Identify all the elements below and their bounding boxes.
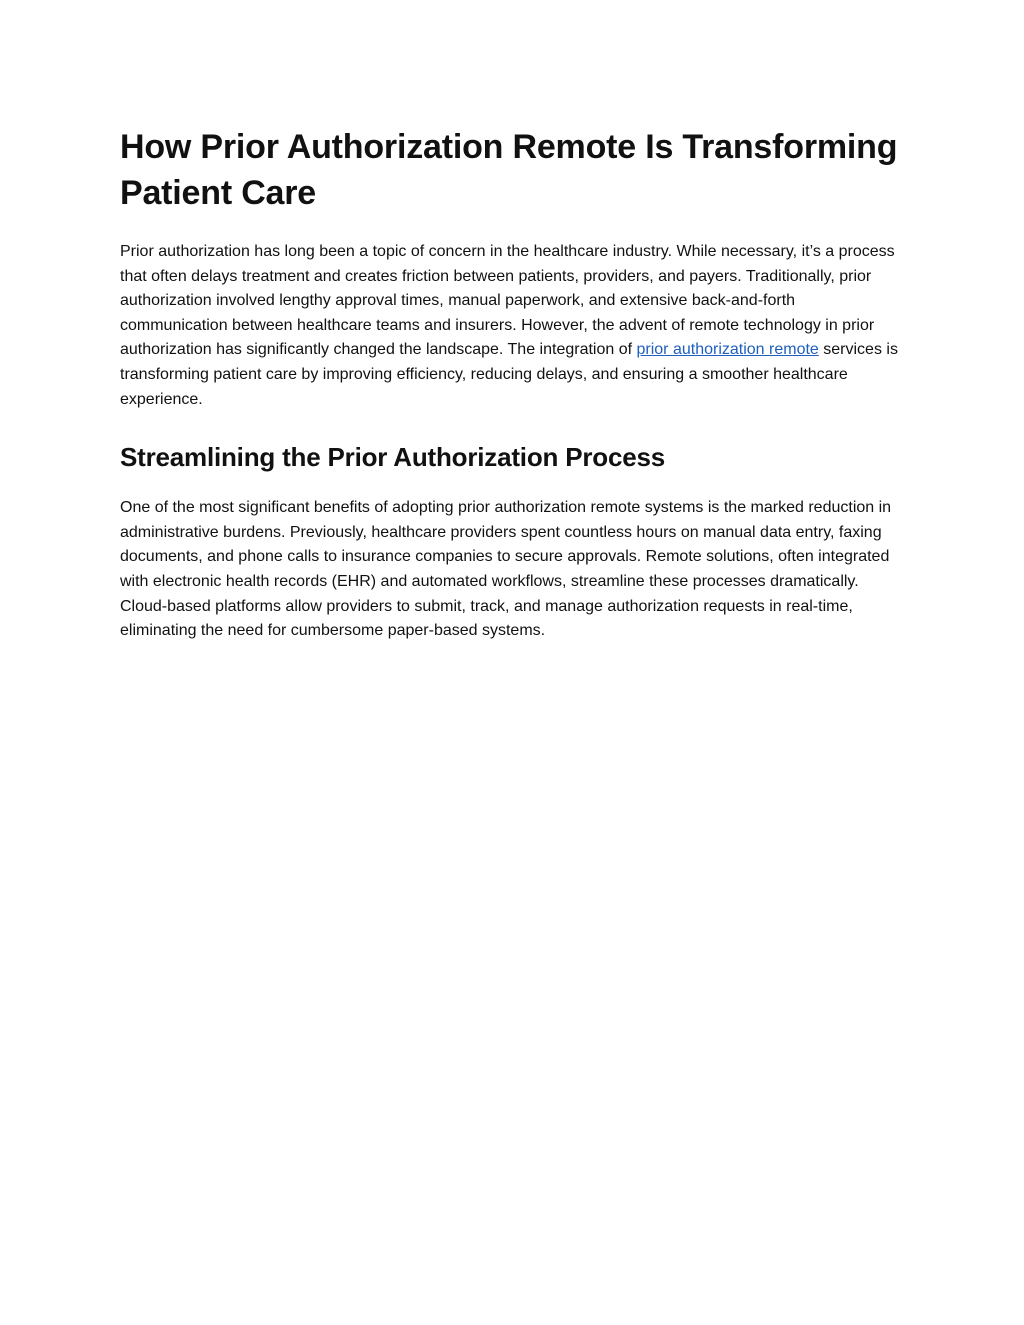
- prior-authorization-remote-link[interactable]: prior authorization remote: [636, 341, 819, 359]
- intro-text-before-link: Prior authorization has long been a topic of concern in the healthcare industry. While necessary, it’s a process that often delays treatment and creates friction between patients, providers, and payers. Traditionally, prior authorization involved lengthy approval times, manual paperwork, and extensive back-and-forth communication between healthcare teams and insurers. However, the advent of remote technology in prior authorization has significantly changed the landscape. The integration of: [120, 243, 895, 359]
- document-content: [120, 124, 900, 644]
- section-heading: Streamlining the Prior Authorization Process: [120, 442, 665, 473]
- section-paragraph: One of the most significant benefits of adopting prior authorization remote systems is the marked reduction in administrative burdens. Previously, healthcare providers spent countless hours on manual data entry, faxing documents, and phone calls to insurance companies to secure approvals. Remote solutions, often integrated with electronic health records (EHR) and automated workflows, streamline these processes dramatically. Cloud-based platforms allow providers to submit, track, and manage authorization requests in real-time, eliminating the need for cumbersome paper-based systems.: [120, 499, 892, 640]
- intro-text-after-link: services is transforming patient care by improving efficiency, reducing delays, and ensuring a smoother healthcare experience.: [120, 341, 898, 408]
- intro-paragraph: [120, 240, 900, 412]
- document-title: How Prior Authorization Remote Is Transforming Patient Care: [120, 128, 898, 212]
- section-streamlining: [120, 440, 900, 644]
